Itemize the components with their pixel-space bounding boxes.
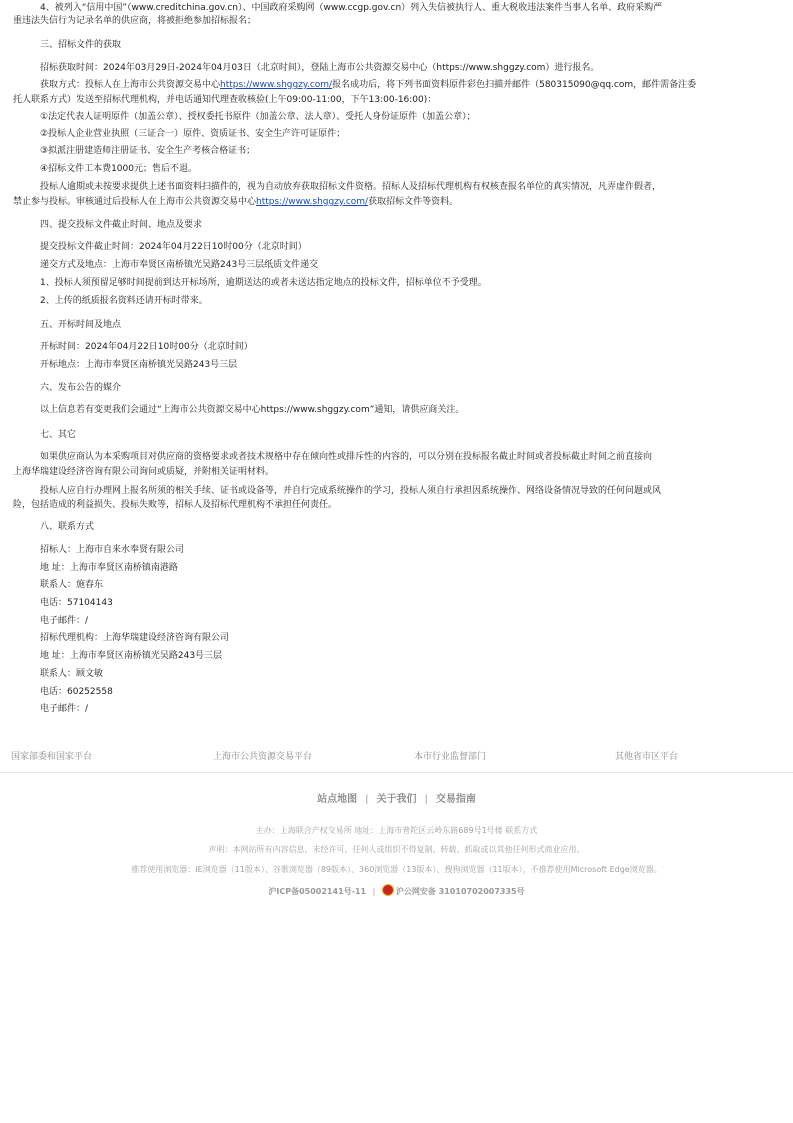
text-line: 开标时间：2024年04月22日10时00分（北京时间） (40, 342, 253, 352)
text-line: 2、上传的纸质报名资料还请开标时带来。 (40, 296, 208, 306)
list-item: ②投标人企业营业执照（三证合一）原件、资质证书、安全生产许可证原件； (40, 129, 346, 139)
contact-line: 联系人：顾文敏 (40, 669, 104, 679)
text-line: 以上信息若有变更我们会通过“上海市公共资源交易中心https://www.shggzy.com”通知，请供应商关注。 (40, 405, 465, 415)
text-line: 递交方式及地点：上海市奉贤区南桥镇光吴路243号三层纸质文件递交 (40, 260, 319, 270)
registration-info (0, 884, 793, 897)
section-heading: 三、招标文件的获取 (40, 40, 122, 50)
text-line: 投标人逾期或未按要求提供上述书面资料扫描件的，视为自动放弃获取招标文件资格。招标人及招标代理机构有权核查报名单位的真实情况，凡弄虚作假者， (40, 182, 662, 192)
footer-link-other-provinces[interactable]: 其他省市区平台 (615, 752, 679, 762)
text-line: 1、投标人须预留足够时间提前到达开标场所，逾期送达的或者未送达指定地点的投标文件，招标单位不予受理。 (40, 278, 487, 288)
copyright-statement: 声明：本网站所有内容信息，未经许可，任何人或组织不得复制、转载、抓取或以其他任何形式商业应用。 (208, 845, 585, 854)
section-heading: 七、其它 (40, 430, 77, 440)
police-emblem-icon (382, 884, 394, 896)
trading-guide-link[interactable]: 交易指南 (435, 794, 476, 805)
list-item: ①法定代表人证明原件（加盖公章）、授权委托书原件（加盖公章、法人章）、受托人身份证原件（加盖公章）； (40, 112, 476, 122)
contact-line: 招标人：上海市自来水奉贤有限公司 (40, 545, 185, 555)
contact-line: 电子邮件：/ (40, 616, 89, 626)
site-map-link[interactable]: 站点地图 (317, 794, 358, 805)
browser-recommendation: 推荐使用浏览器：IE浏览器（11版本）、谷歌浏览器（89版本）、360浏览器（13版本）、搜狗浏览器（11版本），不推荐使用Microsoft Edge浏览器。 (131, 865, 662, 874)
footer-divider (0, 772, 793, 773)
shggzy-link[interactable]: https://www.shggzy.com/ (256, 197, 369, 207)
contact-line: 联系人：施春东 (40, 580, 104, 590)
footer-link-shanghai-platform[interactable]: 上海市公共资源交易平台 (213, 752, 313, 762)
police-record-number[interactable]: 沪公网安备 31010702007335号 (395, 887, 525, 896)
section-heading: 六、发布公告的媒介 (40, 383, 122, 393)
sponsor-info: 主办：上海联合产权交易所 地址：上海市普陀区云岭东路689号1号楼 联系方式 (255, 826, 538, 835)
text-line (13, 197, 458, 208)
contact-line: 地 址：上海市奉贤区南桥镇光吴路243号三层 (40, 651, 223, 661)
text-line: 险，包括造成的利益损失、投标失败等，招标人及招标代理机构不承担任何责任。 (13, 500, 338, 510)
text-line: 招标获取时间：2024年03月29日-2024年04月03日（北京时间），登陆上海市公共资源交易中心（https://www.shggzy.com）进行报名。 (40, 63, 600, 73)
contact-line: 电话：57104143 (40, 598, 113, 608)
contact-line: 地 址：上海市奉贤区南桥镇南港路 (40, 563, 178, 573)
footer-link-industry-supervision[interactable]: 本市行业监督部门 (414, 752, 487, 762)
contact-line: 电话：60252558 (40, 687, 113, 697)
text-line: 开标地点：上海市奉贤区南桥镇光吴路243号三层 (40, 360, 238, 370)
text-line: 提交投标文件截止时间：2024年04月22日10时00分（北京时间） (40, 242, 307, 252)
text-segment: 禁止参与投标。审核通过后投标人在上海市公共资源交易中心 (13, 197, 257, 207)
footer-link-national-platform[interactable]: 国家部委和国家平台 (11, 752, 93, 762)
section-heading: 四、提交投标文件截止时间、地点及要求 (40, 220, 203, 230)
list-item: ④招标文件工本费1000元；售后不退。 (40, 164, 197, 174)
text-line: 重违法失信行为记录名单的供应商，将被拒绝参加招标报名； (13, 16, 257, 26)
section-heading: 五、开标时间及地点 (40, 320, 122, 330)
nav-separator: | (365, 794, 369, 805)
text-line: 4、被列入“信用中国”（www.creditchina.gov.cn）、中国政府采购网（www.ccgp.gov.cn）列入失信被执行人、重大税收违法案件当事人名单、政府采购严 (40, 3, 663, 13)
section-heading: 八、联系方式 (40, 522, 95, 532)
text-line (40, 80, 696, 91)
about-us-link[interactable]: 关于我们 (376, 794, 417, 805)
contact-line: 招标代理机构：上海华瑞建设经济咨询有限公司 (40, 633, 230, 643)
text-segment: 获取招标文件等资料。 (368, 197, 459, 207)
icp-number[interactable]: 沪ICP备05002141号-11 (268, 887, 367, 896)
text-segment: 获取方式：投标人在上海市公共资源交易中心 (40, 80, 221, 90)
list-item: ③拟派注册建造师注册证书、安全生产考核合格证书； (40, 146, 256, 156)
text-line: 如果供应商认为本采购项目对供应商的资格要求或者技术规格中存在倾向性或排斥性的内容的，可以分别在投标报名截止时间或者投标截止时间之前直接向 (40, 452, 653, 462)
text-line: 托人联系方式）发送至招标代理机构，并电话通知代理查收核验(上午09:00-11:00，下午13:00-16:00)： (13, 95, 437, 105)
nav-separator: | (424, 794, 428, 805)
text-segment: 报名成功后，将下列书面资料原件彩色扫描并邮件（580315090@qq.com，邮件需备注委 (332, 80, 697, 90)
text-line: 投标人应自行办理网上报名所须的相关手续、证书或设备等，并自行完成系统操作的学习，投标人须自行承担因系统操作、网络设备情况导致的任何问题或风 (40, 486, 662, 496)
contact-line: 电子邮件：/ (40, 704, 89, 714)
footer-nav (0, 790, 793, 805)
info-separator: | (372, 887, 376, 896)
text-line: 上海华瑞建设经济咨询有限公司询问或质疑，并附相关证明材料。 (13, 467, 275, 477)
shggzy-link[interactable]: https://www.shggzy.com/ (220, 80, 333, 90)
